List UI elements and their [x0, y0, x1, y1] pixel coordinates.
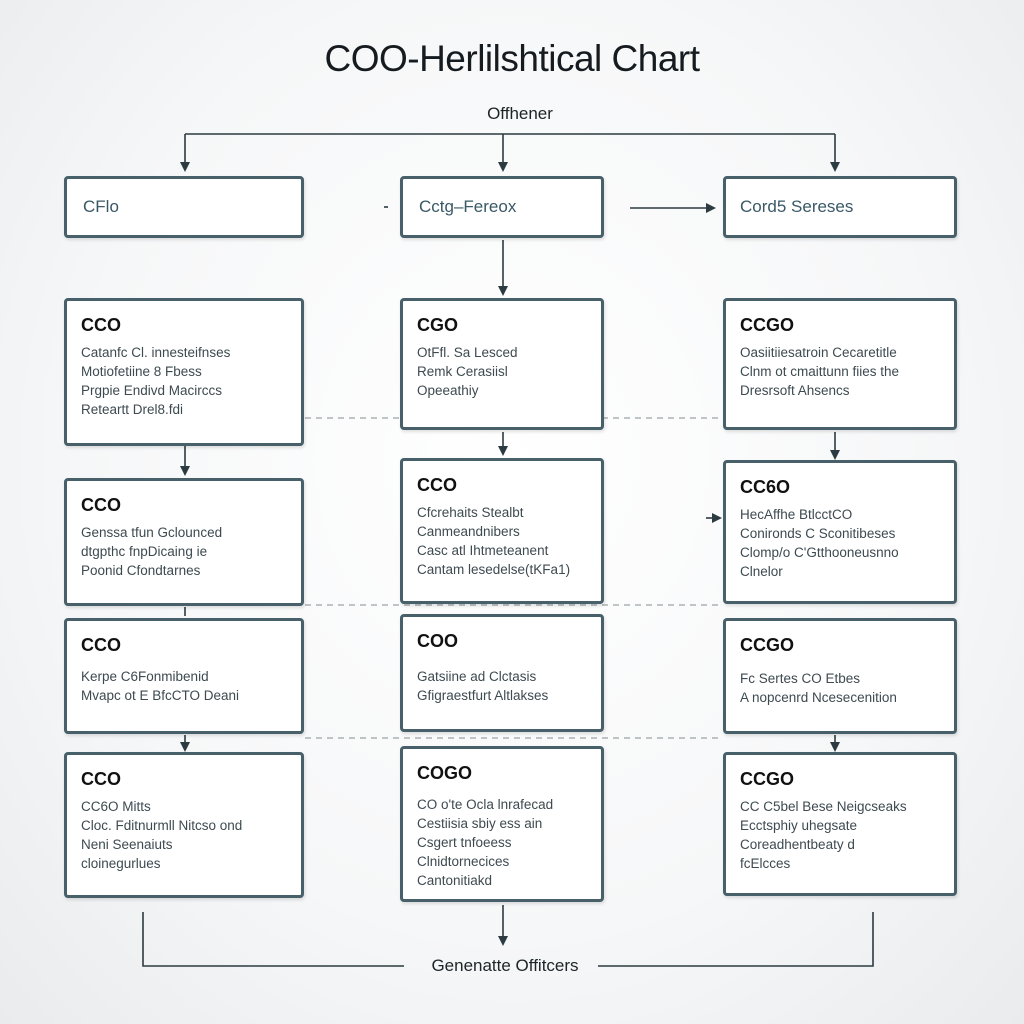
card-description — [81, 523, 291, 580]
chart-title: COO-Herlilshtical Chart — [324, 38, 700, 79]
card-line: Gatsiine ad Clctasis — [417, 669, 537, 684]
org-card-center-4 — [400, 746, 604, 902]
org-card-center-2 — [400, 458, 604, 604]
bottom-label: Genenatte Offitcers — [431, 956, 579, 975]
card-line: Oasiitiiesatroin Cecaretitle — [740, 345, 897, 360]
org-card-left-2 — [64, 478, 304, 606]
card-line: Catanfc Cl. innesteifnses — [81, 345, 231, 360]
card-line: Poonid Cfondtarnes — [81, 563, 201, 578]
card-role: CCO — [81, 769, 121, 789]
card-description — [81, 797, 291, 873]
card-line: Clnelor — [740, 564, 783, 579]
card-description — [81, 343, 291, 419]
card-line: Coreadhentbeaty d — [740, 837, 855, 852]
card-role: CC6O — [740, 477, 791, 497]
card-line: Cfcrehaits Stealbt — [417, 505, 524, 520]
card-line: Canmeandnibers — [417, 524, 520, 539]
card-role: CCO — [81, 315, 121, 335]
card-role: COO — [417, 631, 459, 651]
card-line: fcElcces — [740, 856, 791, 871]
card-line: CC C5bel Bese Neigcseaks — [740, 799, 907, 814]
header-box-cfo — [64, 176, 304, 238]
card-line: A nopcenrd Ncesecenition — [740, 690, 897, 705]
card-line: Prgpie Endivd Macirccs — [81, 383, 223, 398]
card-line: Fc Sertes CO Etbes — [740, 671, 861, 686]
card-line: Kerpe C6Fonmibenid — [81, 669, 209, 684]
card-description — [740, 343, 944, 400]
card-role: CCGO — [740, 769, 794, 789]
card-line: Cantam lesedelse(tKFa1) — [417, 562, 571, 577]
card-line: Cantonitiakd — [417, 873, 493, 888]
org-card-right-3 — [723, 618, 957, 734]
org-card-center-1 — [400, 298, 604, 430]
card-line: cloinegurlues — [81, 856, 161, 871]
card-line: Reteartt Drel8.fdi — [81, 402, 184, 417]
card-role: CCO — [81, 635, 121, 655]
card-role: CCO — [81, 495, 121, 515]
header-box-label: CFlo — [83, 197, 119, 216]
card-line: Clnm ot cmaittunn fiies the — [740, 364, 900, 379]
card-role: CGO — [417, 315, 459, 335]
card-line: Csgert tnfoeess — [417, 835, 512, 850]
card-description — [417, 667, 591, 705]
card-description — [417, 503, 591, 579]
org-card-left-1 — [64, 298, 304, 446]
card-line: Neni Seenaiuts — [81, 837, 173, 852]
card-role: COGO — [417, 763, 473, 783]
card-line: Motiofetiine 8 Fbess — [81, 364, 202, 379]
card-line: Cestiisia sbiy ess ain — [417, 816, 543, 831]
card-line: Mvapc ot E BfcCTO Deani — [81, 688, 240, 703]
card-description — [417, 343, 591, 400]
bottom-bracket-right — [598, 912, 873, 966]
card-line: CC6O Mitts — [81, 799, 151, 814]
card-line: Gfigraestfurt Altlakses — [417, 688, 549, 703]
card-role: CCGO — [740, 635, 794, 655]
card-role: CCO — [417, 475, 457, 495]
card-line: Dresrsoft Ahsencs — [740, 383, 850, 398]
card-line: HecAffhe BtlcctCO — [740, 507, 853, 522]
org-card-center-3 — [400, 614, 604, 732]
card-line: Genssa tfun Gclounced — [81, 525, 223, 540]
card-description — [81, 667, 291, 705]
card-line: Casc atl Ihtmeteanent — [417, 543, 549, 558]
card-line: Clnidtornecices — [417, 854, 510, 869]
card-description — [417, 795, 591, 890]
header-box-right — [723, 176, 957, 238]
header-box-label: Cord5 Sereses — [740, 197, 854, 216]
header-box-center — [400, 176, 604, 238]
card-line: CO o'te Ocla lnrafecad — [417, 797, 554, 812]
org-card-left-4 — [64, 752, 304, 898]
card-line: Remk Cerasiisl — [417, 364, 508, 379]
card-line: Cloc. Fditnurmll Nitcso ond — [81, 818, 243, 833]
card-line: Ecctsphiy uhegsate — [740, 818, 858, 833]
card-role: CCGO — [740, 315, 794, 335]
top-label: Offhener — [487, 104, 553, 123]
header-box-label: Cctg–Fereox — [419, 197, 517, 216]
card-line: Clomp/o C'Gtthooneusnno — [740, 545, 899, 560]
org-card-right-2 — [723, 460, 957, 604]
org-card-left-3 — [64, 618, 304, 734]
card-line: dtgpthc fnpDicaing ie — [81, 544, 208, 559]
card-description — [740, 505, 944, 581]
card-line: Conironds C Sconitibeses — [740, 526, 896, 541]
org-card-right-1 — [723, 298, 957, 430]
card-description — [740, 669, 944, 707]
card-description — [740, 797, 944, 873]
card-line: OtFfl. Sa Lesced — [417, 345, 518, 360]
bottom-bracket-left — [143, 912, 404, 966]
org-card-right-4 — [723, 752, 957, 896]
card-line: Opeeathiy — [417, 383, 479, 398]
